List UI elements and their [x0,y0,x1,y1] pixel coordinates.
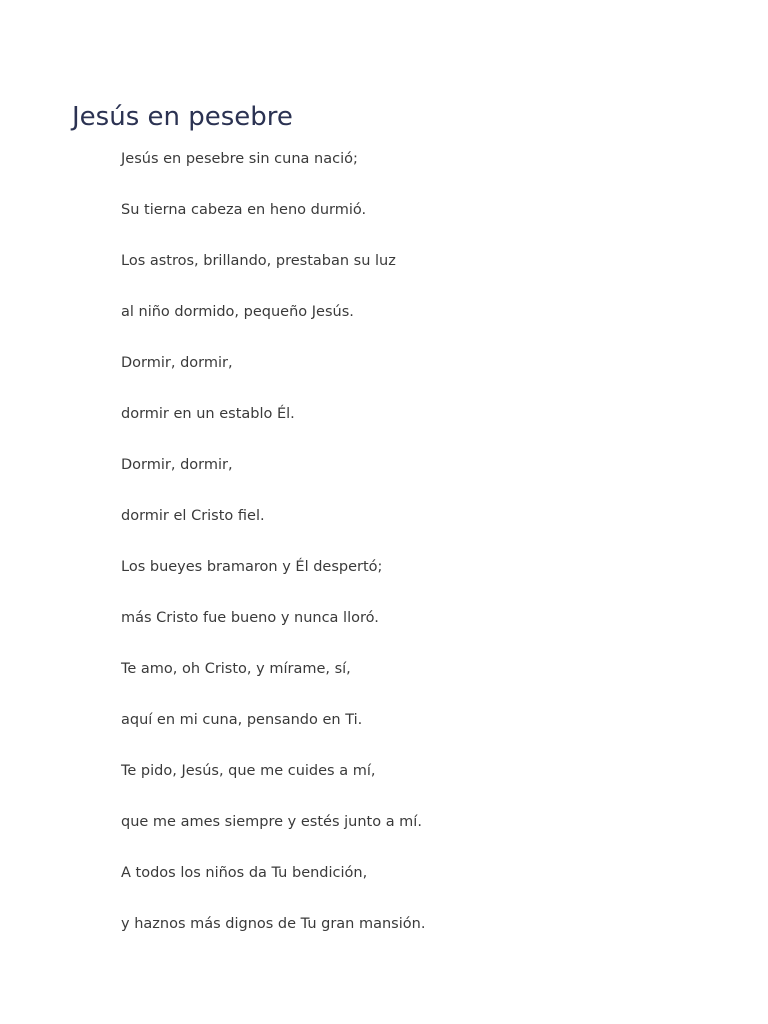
verse-line: aquí en mi cuna, pensando en Ti. [121,712,363,728]
verse-list [121,148,425,964]
verse-line: más Cristo fue bueno y nunca lloró. [121,610,379,626]
verse-line: Te pido, Jesús, que me cuides a mí, [121,763,376,779]
verse-line: A todos los niños da Tu bendición, [121,865,368,881]
verse-line: dormir el Cristo fiel. [121,508,265,524]
verse-line: dormir en un establo Él. [121,406,295,422]
page-title: Jesús en pesebre [72,102,293,132]
verse-line: que me ames siempre y estés junto a mí. [121,814,422,830]
verse-line: Su tierna cabeza en heno durmió. [121,202,367,218]
verse-line: y haznos más dignos de Tu gran mansión. [121,916,426,932]
verse-line: Los astros, brillando, prestaban su luz [121,253,396,269]
verse-line: Dormir, dormir, [121,457,233,473]
verse-line: Los bueyes bramaron y Él despertó; [121,559,383,575]
verse-line: Te amo, oh Cristo, y mírame, sí, [121,661,351,677]
verse-line: Dormir, dormir, [121,355,233,371]
verse-line: Jesús en pesebre sin cuna nació; [121,151,358,167]
verse-line: al niño dormido, pequeño Jesús. [121,304,354,320]
